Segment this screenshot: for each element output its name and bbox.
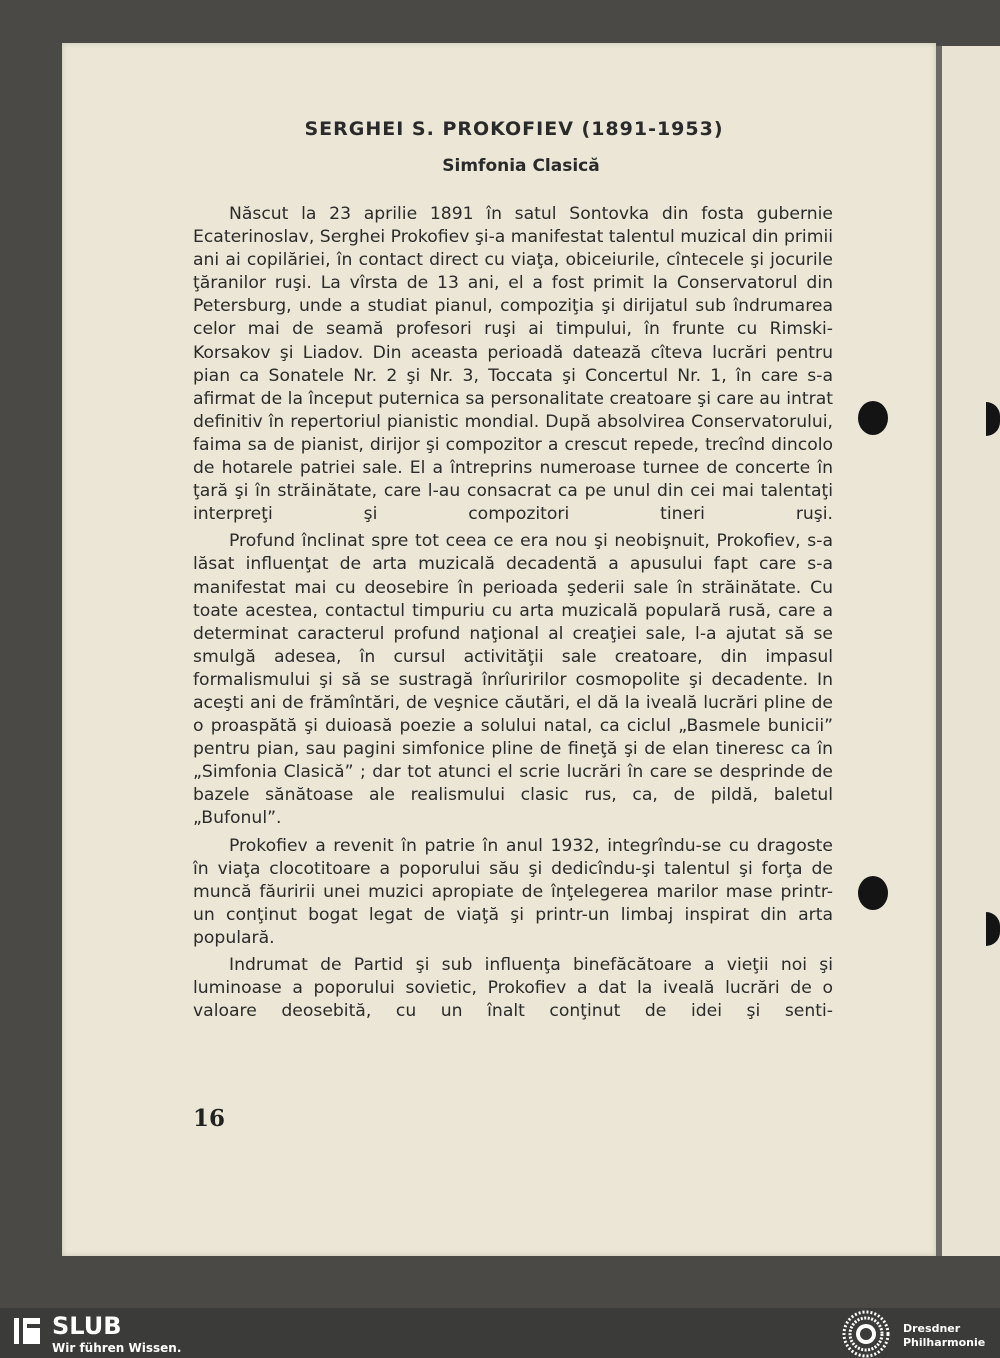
facing-page-edge	[942, 46, 1000, 1256]
slub-logo-icon[interactable]	[12, 1316, 42, 1346]
body-text	[193, 203, 833, 1027]
philharmonie-logo-icon[interactable]	[842, 1310, 890, 1358]
paragraph: Profund înclinat spre tot ceea ce era nou şi neobişnuit, Prokofiev, s-a lăsat influenţat de arta muzicală decadentă a apusului fapt care s-a manifestat mai cu deosebire în perioada şederii sale în străinătate. Cu toate acestea, contactul timpuriu cu arta muzicală populară rusă, care a determinat caracterul profund naţional al creaţiei sale, l-a ajutat să se smulgă adesea, în cursul activităţii sale creatoare, din impasul formalismului şi să se sustragă înrîuririlor cosmopolite şi decadente. In aceşti ani de frămîntări, de veşnice căutări, el dă la iveală lucrări pline de o proaspătă şi duioasă poezie a solului natal, ca ciclul „Basmele bunicii” pentru pian, sau pagini simfonice pline de fineţă şi de elan tineresc ca în „Simfonia Clasică” ; dar tot atunci el scrie lucrări în care se desprinde de bazele sănătoase ale realismului clasic rus, ca, de pildă, baletul „Bufonul”.	[193, 531, 833, 829]
punch-hole-icon	[858, 876, 888, 910]
page-title: SERGHEI S. PROKOFIEV (1891-1953)	[304, 118, 724, 140]
page-subtitle: Simfonia Clasică	[442, 156, 600, 176]
paragraph: Indrumat de Partid şi sub influenţa binefăcătoare a vieţii noi şi luminoase a poporului sovietic, Prokofiev a dat la iveală lucrări de o valoare deosebită, cu un înalt conţinut de idei şi senti-	[193, 955, 833, 1022]
punch-hole-icon	[858, 401, 888, 435]
punch-hole-icon	[986, 912, 1000, 946]
punch-hole-icon	[986, 402, 1000, 436]
library-tagline: Wir führen Wissen.	[52, 1341, 182, 1355]
viewer-footer	[0, 1308, 1000, 1358]
partner-name-line1: Dresdner	[903, 1322, 961, 1335]
library-name[interactable]: SLUB	[52, 1312, 122, 1340]
partner-name-line2: Philharmonie	[903, 1336, 986, 1349]
paragraph: Născut la 23 aprilie 1891 în satul Sontovka din fosta gubernie Ecaterinoslav, Serghei Prokofiev şi-a manifestat talentul muzical din primii ani ai copilăriei, în contact direct cu viaţa, obiceiurile, cîntecele şi jocurile ţăranilor ruşi. La vîrsta de 13 ani, el a fost primit la Conservatorul din Petersburg, unde a studiat pianul, compoziţia şi dirijatul sub îndrumarea celor mai de seamă profesori ruşi ai timpului, în frunte cu Rimski-Korsakov şi Liadov. Din aceasta perioadă datează cîteva lucrări pentru pian ca Sonatele Nr. 2 şi Nr. 3, Toccata şi Concertul Nr. 1, în care s-a afirmat de la început puternica sa personalitate creatoare şi care au intrat definitiv în repertoriul pianistic mondial. După absolvirea Conservatorului, faima sa de pianist, dirijor şi compozitor a crescut repede, trecînd dincolo de hotarele patriei sale. El a întreprins numeroase turnee de concerte în ţară şi în străinătate, care l-au consacrat ca pe unul din cei mai talentaţi interpreţi şi compozitori tineri ruşi.	[193, 204, 833, 525]
page-number: 16	[193, 1105, 226, 1132]
paragraph: Prokofiev a revenit în patrie în anul 1932, integrîndu-se cu dragoste în viaţa clocotitoare a poporului său şi dedicîndu-şi talentul şi forţa de muncă făuririi unei muzici apropiate de înţelegerea marilor mase printr-un conţinut bogat legat de viaţă şi printr-un limbaj inspirat din arta populară.	[193, 835, 833, 948]
